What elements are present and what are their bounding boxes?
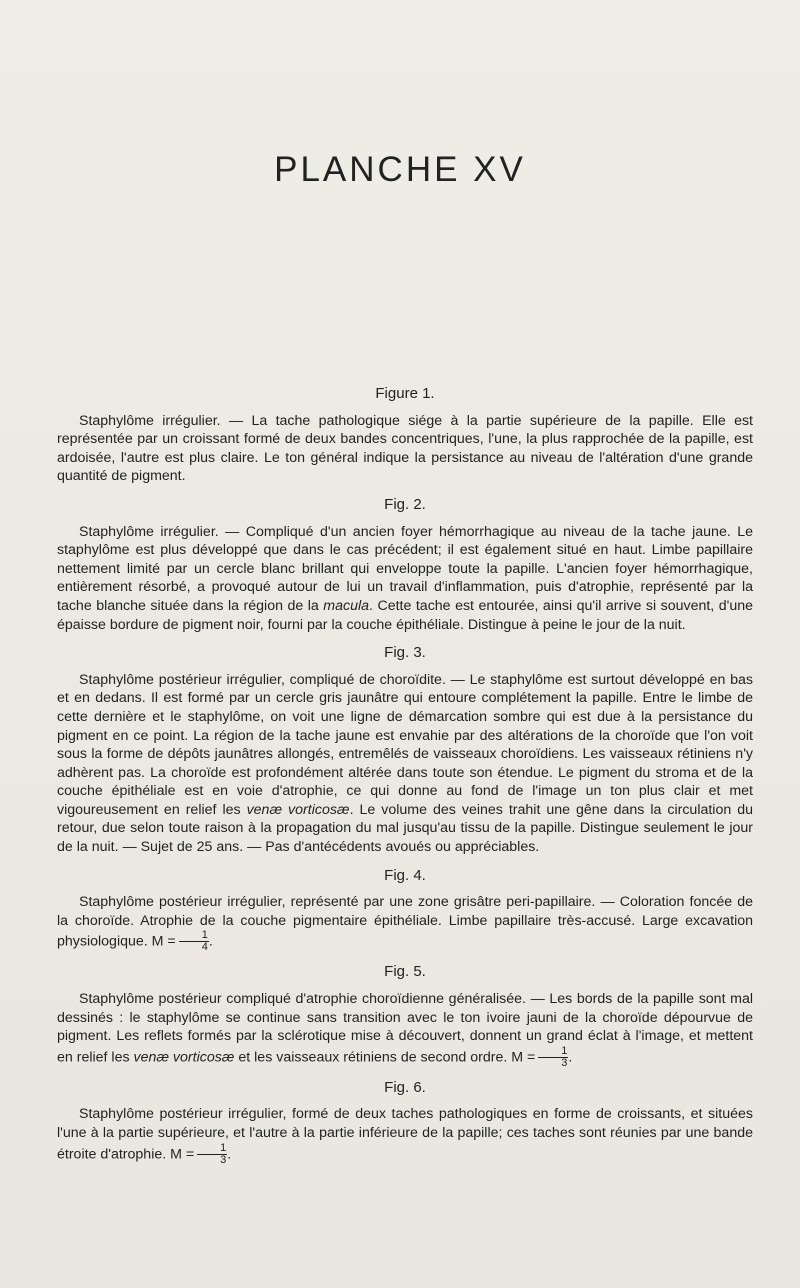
fraction-numerator: 1 bbox=[538, 1046, 568, 1058]
figure-6-text bbox=[57, 1105, 753, 1165]
figure-2-heading: Fig. 2. bbox=[384, 495, 426, 513]
figure-1-text: Staphylôme irrégulier. — La tache pathologique siége à la partie supérieure de la papille. Elle est représentée par un croissant formé de deux bandes concentriques, l'une, la plus rapprochée de la papille, est ardoisée, l'autre est plus claire. Le ton général indique la persistance au niveau de l'altération d'une grande quantité de pigment. bbox=[57, 412, 753, 485]
figure-3-text-part: . Le volume des veines trahit une gêne dans la circulation du retour, due selon toute raison à la propagation du mal jusqu'au tissu de la papille. Distingue seulement le jour de la nuit. — Sujet de 25 ans. — Pas d'antécédents avoués ou appréciables. bbox=[57, 801, 754, 856]
fraction-numerator: 1 bbox=[179, 930, 209, 942]
figure-3-heading: Fig. 3. bbox=[384, 644, 426, 662]
figure-3-text bbox=[57, 671, 753, 857]
plate-title: PLANCHE XV bbox=[274, 150, 526, 189]
figure-6-text-part: Staphylôme postérieur irrégulier, formé de deux taches pathologiques en forme de croissants, et situées l'une à la partie supérieure, et l'autre à la partie inférieure de la papille; ces taches sont réunies par une bande étroite d'atrophie. M = bbox=[57, 1106, 753, 1162]
figure-6-heading: Fig. 6. bbox=[384, 1078, 426, 1096]
figure-5-text-part: Staphylôme postérieur compliqué d'atrophie choroïdienne généralisée. — Les bords de la papille sont mal dessinés : le staphylôme se continue sans transition avec le ton ivoire jauni de la choroïde dépourvue de pigment. Les reflets formés par la sclérotique mise à découvert, donnent un grand éclat à l'image, et mettent en relief les bbox=[57, 991, 753, 1066]
fraction-numerator: 1 bbox=[197, 1143, 227, 1155]
figure-6-text-end: . bbox=[227, 1145, 232, 1162]
figure-2-text-part: Staphylôme irrégulier. — Compliqué d'un ancien foyer hémorrhagique au niveau de la tache jaune. Le staphylôme est plus développé que dans le cas précédent; il est également situé en haut. Limbe papillaire nettement limité par un cercle blanc brillant qui enveloppe toute la papille. L'ancien foyer hémorrhagique, entièrement résorbé, a provoqué autour de lui un travail d'inflammation, puis d'atrophie, représenté par la tache blanche située dans la région de la bbox=[57, 523, 753, 614]
figure-5-emphasis: venæ vorticosæ bbox=[133, 1049, 235, 1066]
figure-4-heading: Fig. 4. bbox=[384, 866, 426, 884]
figure-2-emphasis: macula bbox=[323, 597, 370, 614]
magnification-fraction bbox=[538, 1046, 568, 1069]
figure-1-heading: Figure 1. bbox=[375, 385, 435, 402]
figure-3-text-part: Staphylôme postérieur irrégulier, compliqué de choroïdite. — Le staphylôme est surtout développé en bas et en dedans. Il est formé par un cercle gris jaunâtre qui entoure complétement la papille. Entre le limbe de cette dernière et le staphylôme, on voit une ligne de démarcation sombre qui est due à la persistance du pigment en ce point. La région de la tache jaune est envahie par des altérations de la choroïde que l'on voit sous la forme de dépôts jaunâtres allongés, entremêlés de vaisseaux choroïdiens. Les vaisseaux rétiniens n'y adhèrent pas. La choroïde est profondément altérée dans toute son étendue. Le pigment du stroma et de la couche épithéliale est en voie d'atrophie, ce qui donne au fond de l'image un ton plus clair et met vigoureusement en relief les bbox=[57, 671, 753, 818]
fraction-denominator: 4 bbox=[201, 941, 208, 954]
figure-3-emphasis: venæ vorticosæ bbox=[246, 801, 350, 818]
fraction-denominator: 3 bbox=[220, 1153, 227, 1166]
figure-5-text bbox=[57, 990, 753, 1069]
magnification-fraction bbox=[197, 1143, 227, 1166]
figure-4-text-end: . bbox=[208, 933, 213, 950]
figure-2-text-part: . Cette tache est entourée, ainsi qu'il arrive si souvent, d'une épaisse bordure de pigment noir, fourni par la couche épithéliale. Distingue à peine le jour de la nuit. bbox=[57, 597, 753, 633]
magnification-fraction bbox=[179, 930, 209, 953]
figure-5-text-part: et les vaisseaux rétiniens de second ordre. M = bbox=[234, 1049, 536, 1066]
figure-4-text-part: Staphylôme postérieur irrégulier, représenté par une zone grisâtre peri-papillaire. — Coloration foncée de la choroïde. Atrophie de la couche pigmentaire épithéliale. Limbe papillaire très-accusé. Large excavation physiologique. M = bbox=[57, 894, 753, 950]
figure-4-text bbox=[57, 893, 753, 953]
figure-5-heading: Fig. 5. bbox=[384, 963, 426, 981]
plate-legend bbox=[57, 385, 753, 1172]
fraction-denominator: 3 bbox=[561, 1056, 568, 1069]
figure-2-text bbox=[57, 523, 753, 635]
figure-5-text-end: . bbox=[568, 1049, 573, 1066]
